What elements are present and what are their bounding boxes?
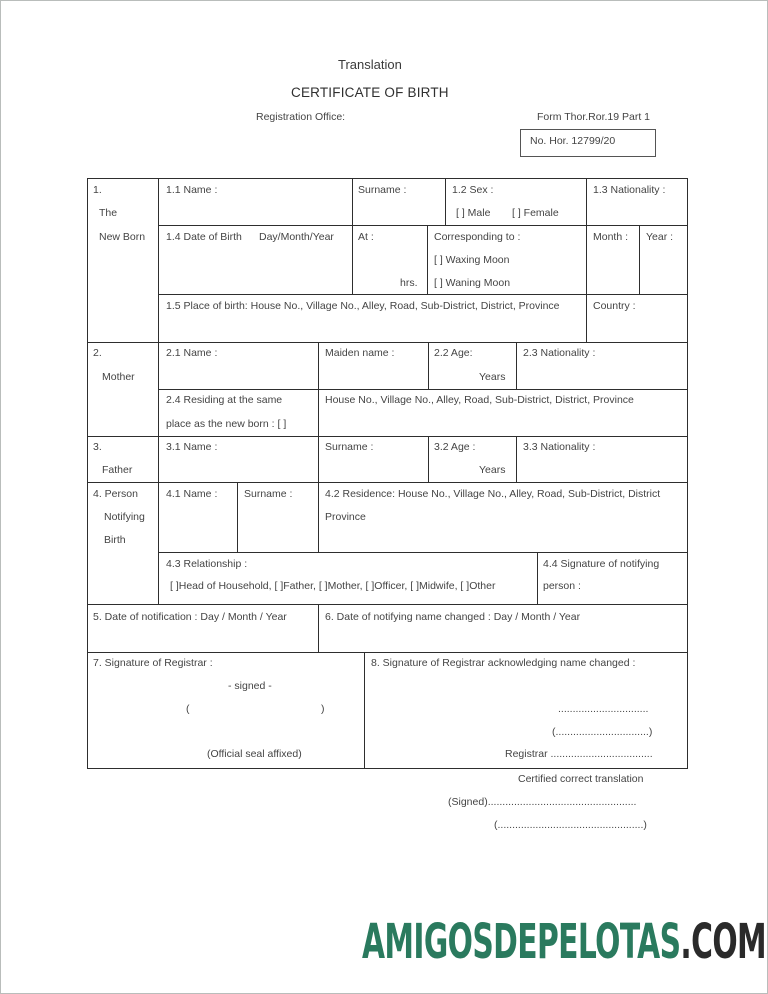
- mother-nationality-field[interactable]: 2.3 Nationality :: [523, 347, 596, 359]
- name-changed-date-field[interactable]: 6. Date of notifying name changed : Day / Month / Year: [325, 611, 581, 623]
- residing-label-1: 2.4 Residing at the same: [166, 394, 283, 406]
- certified-translation-text: Certified correct translation: [518, 773, 644, 785]
- table-border-top: [87, 178, 688, 179]
- divider: [639, 225, 640, 294]
- table-border-bottom: [87, 768, 688, 769]
- corresponding-label: Corresponding to :: [434, 231, 521, 243]
- section4-label-3: Birth: [104, 534, 126, 546]
- notifier-signature-field[interactable]: person :: [543, 580, 581, 592]
- section1-label-newborn: New Born: [99, 231, 146, 243]
- divider: [516, 436, 517, 482]
- registrar-signature-label: 7. Signature of Registrar :: [93, 657, 213, 669]
- divider: [318, 436, 319, 482]
- divider: [586, 178, 587, 342]
- divider: [87, 652, 688, 653]
- divider: [158, 178, 159, 604]
- relationship-options[interactable]: [ ]Head of Household, [ ]Father, [ ]Mother, [ ]Officer, [ ]Midwife, [ ]Other: [170, 580, 496, 592]
- section1-label-the: The: [99, 207, 118, 219]
- watermark-brand: AMIGOSDEPELOTAS: [362, 914, 681, 970]
- page-title: CERTIFICATE OF BIRTH: [291, 85, 449, 100]
- mother-age-label: 2.2 Age:: [434, 347, 473, 359]
- divider: [158, 225, 687, 226]
- waning-moon-checkbox[interactable]: [ ] Waning Moon: [434, 277, 511, 289]
- watermark-logo: [362, 914, 766, 970]
- signed-text: - signed -: [228, 680, 272, 692]
- registrar-line[interactable]: Registrar ...................................: [505, 748, 653, 760]
- father-surname-field[interactable]: Surname :: [325, 441, 374, 453]
- newborn-name-field[interactable]: 1.1 Name :: [166, 184, 218, 196]
- registration-office-label: Registration Office:: [256, 111, 346, 123]
- translator-signature-line[interactable]: (Signed)...................................................: [448, 796, 637, 808]
- divider: [537, 552, 538, 604]
- father-nationality-field[interactable]: 3.3 Nationality :: [523, 441, 596, 453]
- divider: [427, 225, 428, 294]
- divider: [237, 482, 238, 552]
- translator-name-line[interactable]: (..................................................): [494, 819, 647, 831]
- divider: [158, 552, 687, 553]
- notifier-surname-field[interactable]: Surname :: [244, 488, 293, 500]
- divider: [87, 342, 688, 343]
- table-border-left: [87, 178, 88, 769]
- birth-time-field[interactable]: At :: [358, 231, 374, 243]
- section2-number: 2.: [93, 347, 102, 359]
- divider: [318, 604, 319, 652]
- official-seal-text: (Official seal affixed): [207, 748, 302, 760]
- divider: [352, 178, 353, 294]
- mother-address-field[interactable]: House No., Village No., Alley, Road, Sub-District, District, Province: [325, 394, 634, 406]
- divider: [364, 652, 365, 768]
- sex-female-checkbox[interactable]: [ ] Female: [512, 207, 559, 219]
- section1-number: 1.: [93, 184, 102, 196]
- father-name-field[interactable]: 3.1 Name :: [166, 441, 218, 453]
- newborn-nationality-field[interactable]: 1.3 Nationality :: [593, 184, 666, 196]
- notifier-residence-line2: Province: [325, 511, 366, 523]
- relationship-label: 4.3 Relationship :: [166, 558, 248, 570]
- hrs-label: hrs.: [400, 277, 418, 289]
- notifier-residence-field[interactable]: 4.2 Residence: House No., Village No., Alley, Road, Sub-District, District: [325, 488, 661, 500]
- divider: [516, 342, 517, 389]
- divider: [158, 389, 687, 390]
- registrar-ack-name-line[interactable]: (................................): [552, 726, 653, 738]
- newborn-surname-field[interactable]: Surname :: [358, 184, 407, 196]
- waxing-moon-checkbox[interactable]: [ ] Waxing Moon: [434, 254, 510, 266]
- place-of-birth-field[interactable]: 1.5 Place of birth: House No., Village No., Alley, Road, Sub-District, District, Province: [166, 300, 560, 312]
- dob-label: 1.4 Date of Birth: [166, 231, 242, 243]
- divider: [87, 482, 688, 483]
- registrar-ack-signature-line[interactable]: ...............................: [558, 703, 649, 715]
- paren-close: ): [321, 703, 325, 715]
- notifier-signature-label: 4.4 Signature of notifying: [543, 558, 660, 570]
- section3-label: Father: [102, 464, 133, 476]
- maiden-name-field[interactable]: Maiden name :: [325, 347, 395, 359]
- divider: [445, 178, 446, 225]
- translation-heading: Translation: [338, 57, 402, 72]
- section3-number: 3.: [93, 441, 102, 453]
- divider: [318, 482, 319, 552]
- dob-field[interactable]: Day/Month/Year: [259, 231, 334, 243]
- year-field[interactable]: Year :: [646, 231, 674, 243]
- divider: [87, 436, 688, 437]
- divider: [428, 436, 429, 482]
- form-code: Form Thor.Ror.19 Part 1: [537, 111, 651, 123]
- notifier-name-field[interactable]: 4.1 Name :: [166, 488, 218, 500]
- sex-male-checkbox[interactable]: [ ] Male: [456, 207, 491, 219]
- section4-label-2: Notifying: [104, 511, 145, 523]
- section4-label-1: 4. Person: [93, 488, 138, 500]
- divider: [158, 294, 687, 295]
- notification-date-field[interactable]: 5. Date of notification : Day / Month / Year: [93, 611, 287, 623]
- father-age-label: 3.2 Age :: [434, 441, 476, 453]
- country-field[interactable]: Country :: [593, 300, 636, 312]
- section2-label: Mother: [102, 371, 135, 383]
- father-age-field[interactable]: Years: [479, 464, 506, 476]
- table-border-right: [687, 178, 688, 769]
- sex-label: 1.2 Sex :: [452, 184, 494, 196]
- month-field[interactable]: Month :: [593, 231, 629, 243]
- registrar-ack-label: 8. Signature of Registrar acknowledging name changed :: [371, 657, 636, 669]
- mother-age-field[interactable]: Years: [479, 371, 506, 383]
- watermark-domain: .COM: [680, 914, 766, 970]
- mother-name-field[interactable]: 2.1 Name :: [166, 347, 218, 359]
- cert-number: No. Hor. 12799/20: [530, 135, 616, 147]
- paren-open: (: [186, 703, 190, 715]
- divider: [87, 604, 688, 605]
- residing-same-checkbox[interactable]: place as the new born : [ ]: [166, 418, 287, 430]
- divider: [428, 342, 429, 389]
